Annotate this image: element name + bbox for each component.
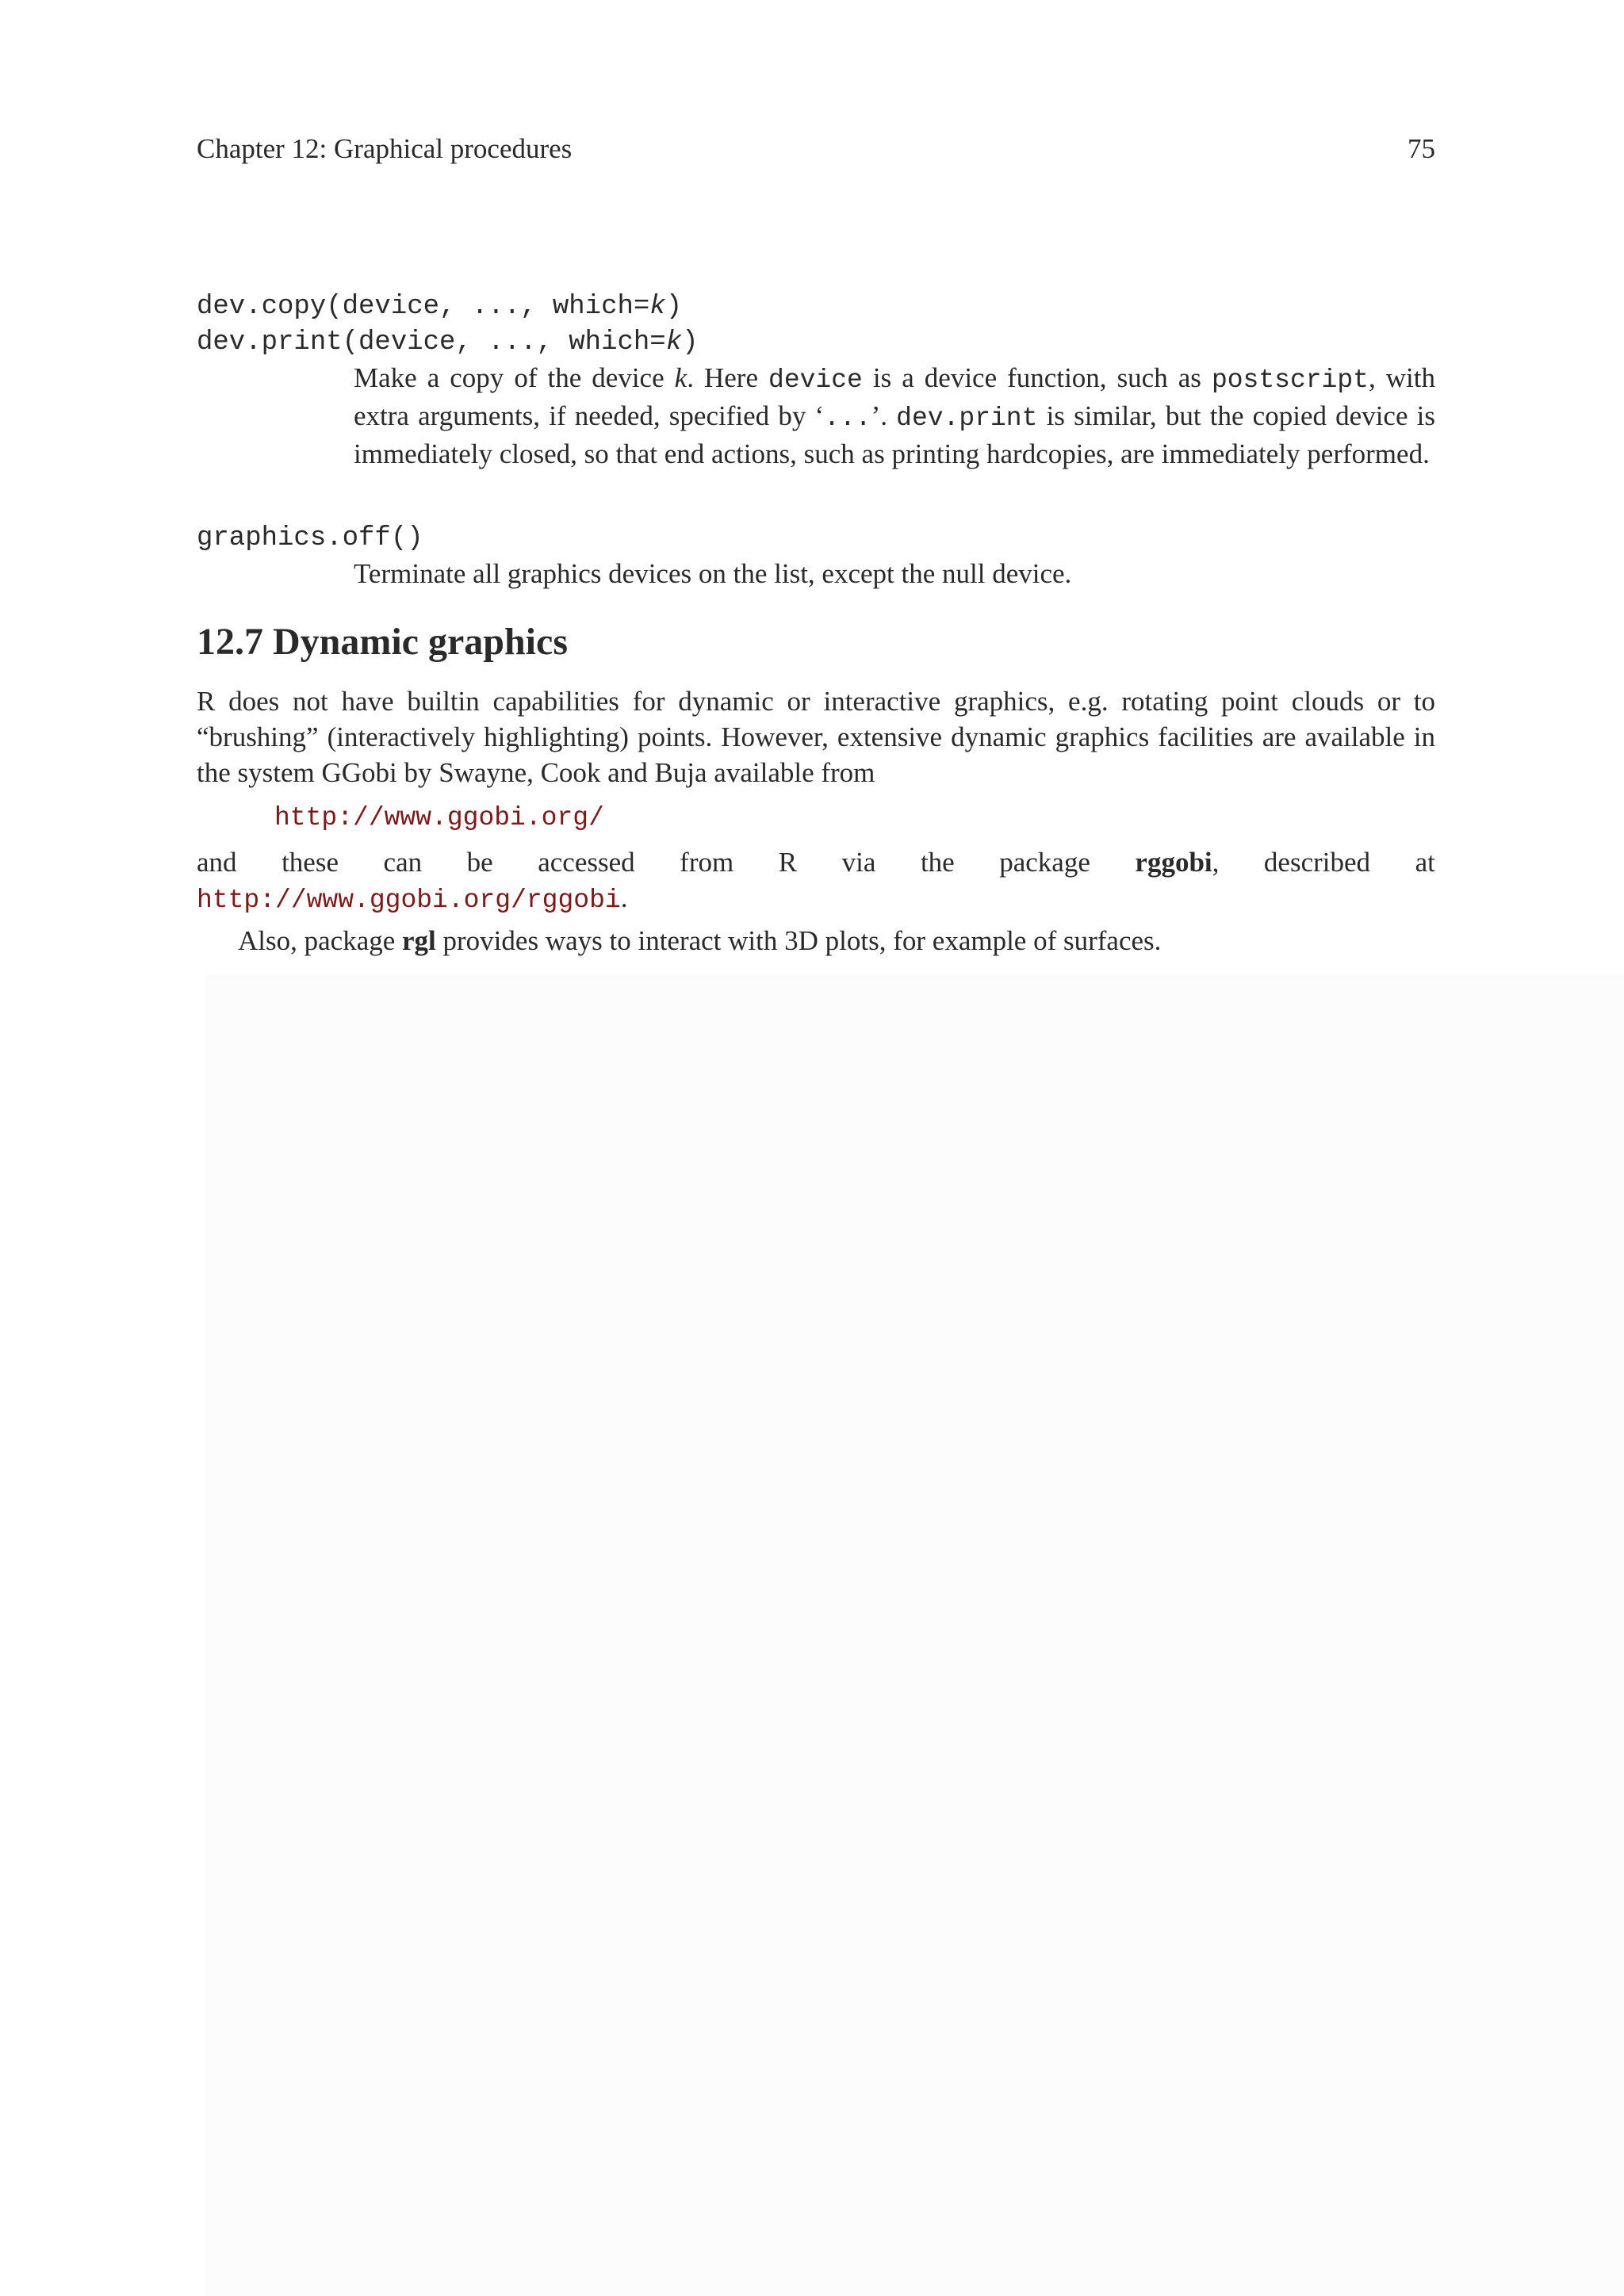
desc-text: Make a copy of the device <box>354 362 675 393</box>
page-shading <box>205 975 1624 2296</box>
section-heading: 12.7 Dynamic graphics <box>197 621 568 663</box>
word: described <box>1263 847 1371 878</box>
package-name-rggobi <box>1135 844 1219 880</box>
word: accessed <box>538 847 635 878</box>
running-header <box>197 130 1435 168</box>
desc-text: is a device function, such as <box>862 362 1212 393</box>
desc-code: device <box>768 365 863 395</box>
word: the <box>920 847 955 878</box>
word: R <box>778 847 798 878</box>
word: can <box>383 847 423 878</box>
punct: . <box>620 882 628 913</box>
punct: , <box>1212 847 1220 878</box>
word: these <box>282 847 339 878</box>
rggobi-url-link[interactable]: http://www.ggobi.org/rggobi <box>197 886 621 915</box>
desc-text: . Here <box>687 362 769 393</box>
code-arg: k <box>665 327 683 358</box>
word: at <box>1415 847 1435 878</box>
para-text: Also, package <box>238 925 403 956</box>
section-paragraph-2-line-1 <box>197 844 1435 880</box>
word: via <box>841 847 876 878</box>
desc-code: dev.print <box>896 404 1038 433</box>
def-term-dev-copy <box>197 289 682 324</box>
page-number: 75 <box>1408 133 1435 164</box>
def-term-graphics-off: graphics.off() <box>197 523 423 553</box>
word: be <box>466 847 493 878</box>
desc-text: , with extra arguments, if needed, specified by ‘ <box>354 362 1435 431</box>
desc-code: postscript <box>1211 365 1369 395</box>
chapter-title: Chapter 12: Graphical procedures <box>197 133 573 164</box>
code-arg: k <box>649 292 666 322</box>
desc-arg: k <box>674 362 688 393</box>
desc-text: is similar, but the copied device is immediately closed, so that end actions, such as printing hardcopies, are immediately performed. <box>354 400 1436 469</box>
word: from <box>680 847 734 878</box>
package-name-rgl: rgl <box>402 925 436 956</box>
code-text: ) <box>665 292 683 322</box>
section-paragraph-3 <box>238 923 1161 959</box>
word: package <box>999 847 1090 878</box>
desc-code: ... <box>824 404 871 433</box>
ggobi-url-link[interactable]: http://www.ggobi.org/ <box>274 803 604 832</box>
section-paragraph-2-line-2 <box>197 880 627 918</box>
def-description-dev-copy <box>354 360 1435 472</box>
code-text: dev.print(device, ..., which= <box>197 327 666 358</box>
def-description-graphics-off: Terminate all graphics devices on the list, except the null device. <box>354 558 1072 589</box>
desc-text: ’. <box>871 400 897 431</box>
package-bold: rggobi <box>1135 847 1212 878</box>
section-paragraph-1: R does not have builtin capabilities for dynamic or interactive graphics, e.g. rotating point clouds or to “brushing” (interactively highlighting) points. However, extensive dynamic graphics facilities are available in the system GGobi by Swayne, Cook and Buja available from <box>197 686 1435 788</box>
def-term-dev-print <box>197 325 699 360</box>
code-text: ) <box>682 327 699 358</box>
word: and <box>197 847 237 878</box>
para-text: provides ways to interact with 3D plots, for example of surfaces. <box>435 925 1162 956</box>
code-text: dev.copy(device, ..., which= <box>197 292 650 322</box>
